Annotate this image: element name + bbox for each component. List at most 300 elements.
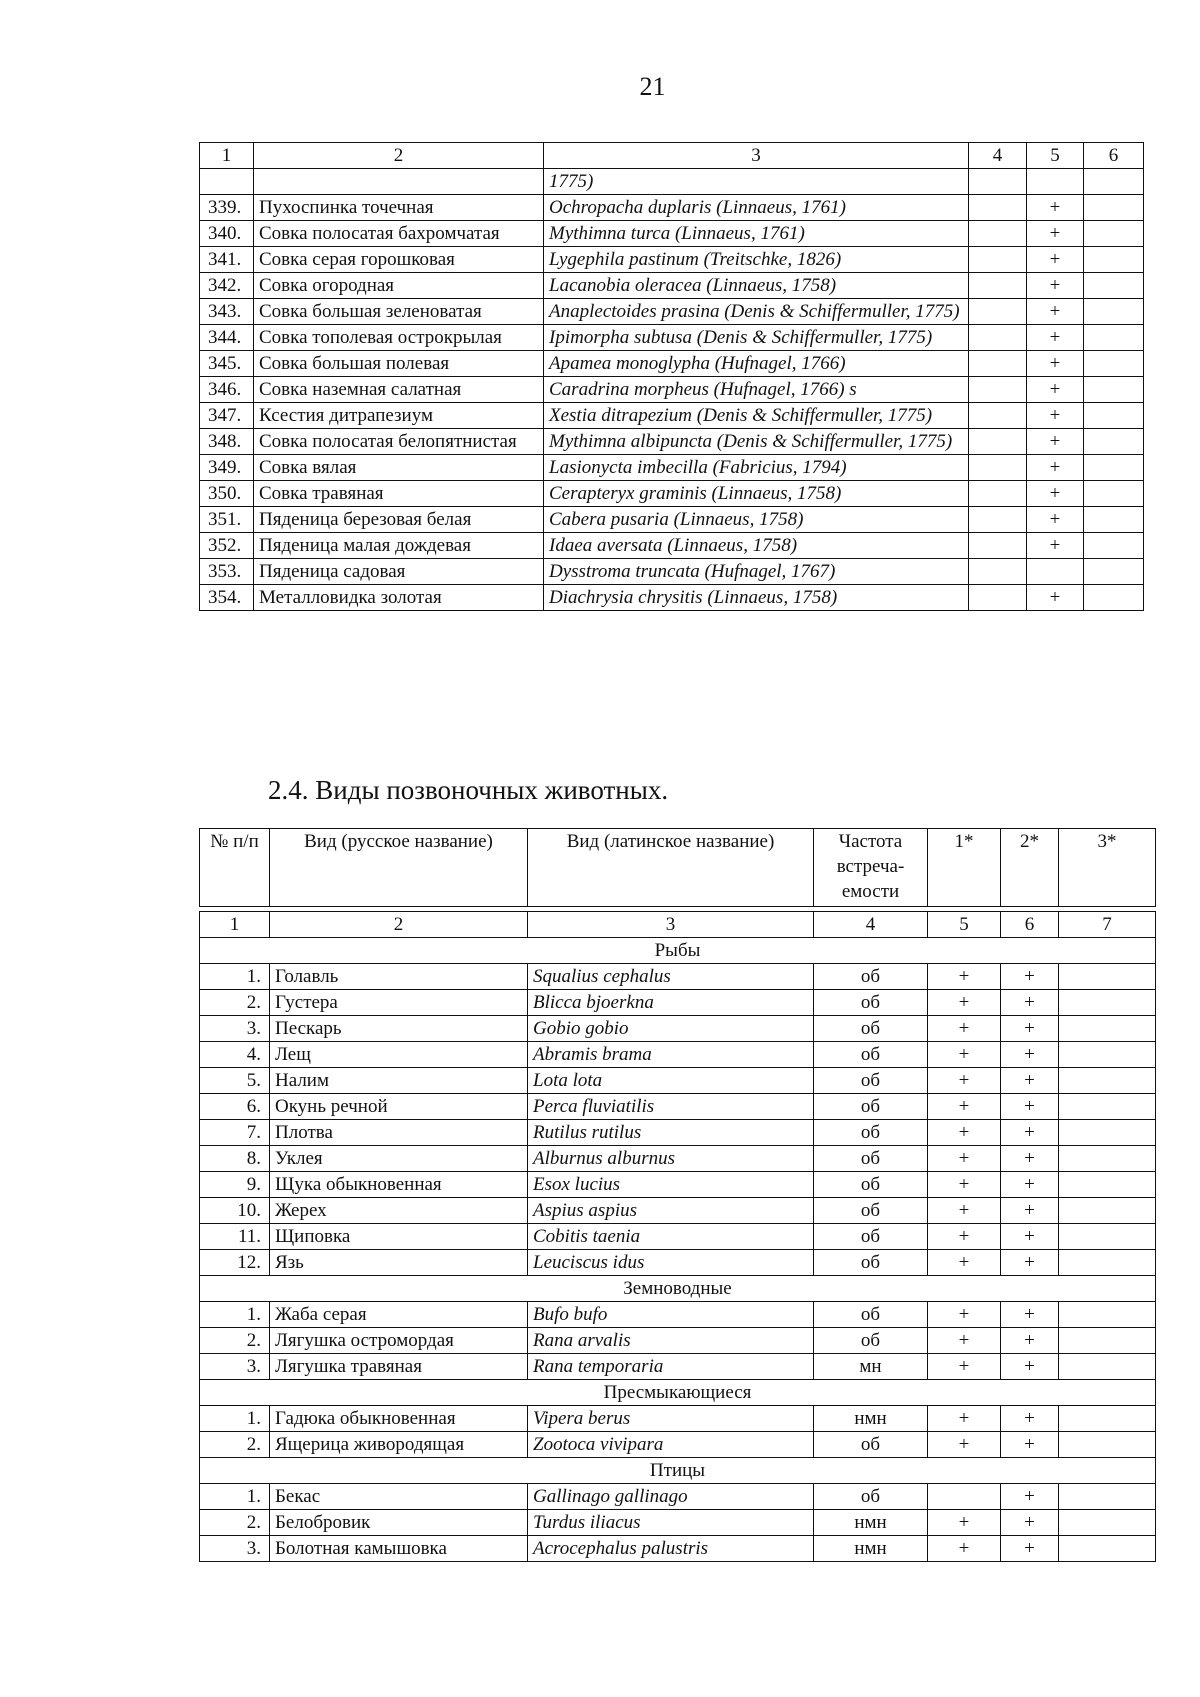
col-1-mark [928,1484,1001,1510]
col-2-mark: + [1001,1510,1059,1536]
col-1-mark: + [928,1250,1001,1276]
group-title: Пресмыкающиеся [200,1380,1156,1406]
frequency: об [814,1068,928,1094]
row-number: 6. [200,1094,270,1120]
col-4-mark [969,403,1027,429]
group-title: Птицы [200,1458,1156,1484]
col-4-mark [969,559,1027,585]
column-number: 1 [200,912,270,938]
col-2-mark: + [1001,1120,1059,1146]
latin-name: Turdus iliacus [528,1510,814,1536]
col-1-mark: + [928,1510,1001,1536]
col-1-mark: + [928,990,1001,1016]
table-row [200,1432,1156,1458]
table-row [200,195,1144,221]
row-number: 7. [200,1120,270,1146]
frequency: нмн [814,1406,928,1432]
row-number: 347. [200,403,254,429]
table-row [200,533,1144,559]
col-1-mark: + [928,964,1001,990]
column-number: 3 [544,143,969,169]
col-2-mark: + [1001,1328,1059,1354]
row-number: 1. [200,1302,270,1328]
latin-name: Cerapteryx graminis (Linnaeus, 1758) [544,481,969,507]
col-5-mark: + [1027,325,1084,351]
col-6-mark [1084,403,1144,429]
col-3-mark [1059,990,1156,1016]
table-row [200,429,1144,455]
col-3-mark [1059,964,1156,990]
col-4-mark [969,585,1027,611]
row-number: 2. [200,1510,270,1536]
col-4-mark [969,351,1027,377]
frequency: мн [814,1354,928,1380]
col-6-mark [1084,377,1144,403]
table-row [200,1302,1156,1328]
group-header-row [200,1380,1156,1406]
col-5-mark: + [1027,351,1084,377]
russian-name: Совка тополевая острокрылая [254,325,544,351]
col-1-mark: + [928,1406,1001,1432]
vertebrates-table-body [200,829,1156,1562]
latin-name: Lygephila pastinum (Treitschke, 1826) [544,247,969,273]
table-row [200,325,1144,351]
table-row [200,221,1144,247]
russian-name: Окунь речной [270,1094,528,1120]
table-row [200,1250,1156,1276]
row-number: 2. [200,1432,270,1458]
frequency: об [814,1250,928,1276]
russian-name: Металловидка золотая [254,585,544,611]
header-latin-name: Вид (латинское название) [528,829,814,907]
col-3-mark [1059,1172,1156,1198]
col-3-mark [1059,1120,1156,1146]
russian-name: Совка серая горошковая [254,247,544,273]
table-row [200,377,1144,403]
col-5-mark: + [1027,299,1084,325]
latin-name: Lacanobia oleracea (Linnaeus, 1758) [544,273,969,299]
table-row [200,1328,1156,1354]
row-number: 348. [200,429,254,455]
table-row [200,1198,1156,1224]
col-4-mark [969,481,1027,507]
group-header-row [200,1276,1156,1302]
table-row [200,1016,1156,1042]
col-6-mark [1084,585,1144,611]
col-5-mark: + [1027,195,1084,221]
col-3-mark [1059,1250,1156,1276]
row-number: 354. [200,585,254,611]
col-2-mark: + [1001,964,1059,990]
col-3-mark [1059,1146,1156,1172]
latin-name: Idaea aversata (Linnaeus, 1758) [544,533,969,559]
frequency: об [814,1120,928,1146]
frequency: об [814,1042,928,1068]
frequency: об [814,1224,928,1250]
frequency: нмн [814,1510,928,1536]
col-4-mark [969,299,1027,325]
column-number: 1 [200,143,254,169]
col-1-mark: + [928,1094,1001,1120]
row-number: 5. [200,1068,270,1094]
latin-name: Lasionycta imbecilla (Fabricius, 1794) [544,455,969,481]
col-1-mark: + [928,1536,1001,1562]
section-title: 2.4. Виды позвоночных животных. [268,775,669,805]
latin-name: Squalius cephalus [528,964,814,990]
table-row [200,1042,1156,1068]
column-number-row [200,912,1156,938]
frequency: об [814,1302,928,1328]
table-row [200,1068,1156,1094]
latin-name: Vipera berus [528,1406,814,1432]
group-header-row [200,1458,1156,1484]
col-3-mark [1059,1068,1156,1094]
frequency: об [814,1016,928,1042]
latin-name: Lota lota [528,1068,814,1094]
column-number: 5 [928,912,1001,938]
col-1-mark: + [928,1328,1001,1354]
row-number: 342. [200,273,254,299]
header-russian-name: Вид (русское название) [270,829,528,907]
latin-name: 1775) [544,169,969,195]
russian-name: Жаба серая [270,1302,528,1328]
col-4-mark [969,169,1027,195]
col-6-mark [1084,429,1144,455]
col-5-mark: + [1027,533,1084,559]
latin-name: Rutilus rutilus [528,1120,814,1146]
row-number: 4. [200,1042,270,1068]
russian-name: Совка большая зеленоватая [254,299,544,325]
col-3-mark [1059,1094,1156,1120]
col-2-mark: + [1001,1250,1059,1276]
col-4-mark [969,429,1027,455]
row-number: 349. [200,455,254,481]
russian-name [254,169,544,195]
col-5-mark: + [1027,273,1084,299]
row-number: 343. [200,299,254,325]
row-number: 339. [200,195,254,221]
row-number: 2. [200,990,270,1016]
col-6-mark [1084,351,1144,377]
col-1-mark: + [928,1120,1001,1146]
col-6-mark [1084,507,1144,533]
col-5-mark [1027,559,1084,585]
table-row [200,559,1144,585]
col-5-mark: + [1027,585,1084,611]
col-6-mark [1084,325,1144,351]
col-5-mark: + [1027,403,1084,429]
latin-name: Bufo bufo [528,1302,814,1328]
col-4-mark [969,325,1027,351]
latin-name: Blicca bjoerkna [528,990,814,1016]
col-1-mark: + [928,1068,1001,1094]
row-number: 11. [200,1224,270,1250]
russian-name: Бекас [270,1484,528,1510]
column-number: 2 [254,143,544,169]
col-6-mark [1084,299,1144,325]
col-1-mark: + [928,1016,1001,1042]
latin-name: Acrocephalus palustris [528,1536,814,1562]
col-5-mark [1027,169,1084,195]
col-1-mark: + [928,1198,1001,1224]
latin-name: Zootoca vivipara [528,1432,814,1458]
group-title: Рыбы [200,938,1156,964]
table-row [200,455,1144,481]
latin-name: Mythimna turca (Linnaeus, 1761) [544,221,969,247]
col-4-mark [969,247,1027,273]
table-row [200,299,1144,325]
column-number: 4 [814,912,928,938]
col-6-mark [1084,221,1144,247]
col-2-mark: + [1001,1016,1059,1042]
row-number: 1. [200,964,270,990]
row-number: 341. [200,247,254,273]
frequency: об [814,1094,928,1120]
table-row [200,1120,1156,1146]
row-number: 3. [200,1016,270,1042]
group-title: Земноводные [200,1276,1156,1302]
col-4-mark [969,533,1027,559]
table-row [200,273,1144,299]
latin-name: Gallinago gallinago [528,1484,814,1510]
col-5-mark: + [1027,247,1084,273]
russian-name: Щука обыкновенная [270,1172,528,1198]
col-2-mark: + [1001,990,1059,1016]
col-2-mark: + [1001,1536,1059,1562]
col-5-mark: + [1027,221,1084,247]
col-5-mark: + [1027,507,1084,533]
col-1-mark: + [928,1432,1001,1458]
latin-name: Alburnus alburnus [528,1146,814,1172]
frequency: об [814,1172,928,1198]
col-5-mark: + [1027,377,1084,403]
russian-name: Жерех [270,1198,528,1224]
col-2-mark: + [1001,1484,1059,1510]
russian-name: Пяденица малая дождевая [254,533,544,559]
russian-name: Щиповка [270,1224,528,1250]
column-number: 3 [528,912,814,938]
col-4-mark [969,507,1027,533]
latin-name: Dysstroma truncata (Hufnagel, 1767) [544,559,969,585]
col-4-mark [969,195,1027,221]
row-number: 351. [200,507,254,533]
col-6-mark [1084,455,1144,481]
row-number: 350. [200,481,254,507]
col-2-mark: + [1001,1432,1059,1458]
latin-name: Aspius aspius [528,1198,814,1224]
col-2-mark: + [1001,1406,1059,1432]
latin-name: Xestia ditrapezium (Denis & Schiffermuller, 1775) [544,403,969,429]
russian-name: Ксестия дитрапезиум [254,403,544,429]
col-3-mark [1059,1406,1156,1432]
latin-name: Perca fluviatilis [528,1094,814,1120]
col-1-mark: + [928,1354,1001,1380]
table-row [200,990,1156,1016]
table-row [200,964,1156,990]
latin-name: Apamea monoglypha (Hufnagel, 1766) [544,351,969,377]
russian-name: Густера [270,990,528,1016]
col-6-mark [1084,247,1144,273]
latin-name: Anaplectoides prasina (Denis & Schiffermuller, 1775) [544,299,969,325]
russian-name: Уклея [270,1146,528,1172]
table-row [200,351,1144,377]
col-1-mark: + [928,1224,1001,1250]
russian-name: Белобровик [270,1510,528,1536]
russian-name: Болотная камышовка [270,1536,528,1562]
col-3-mark [1059,1536,1156,1562]
russian-name: Гадюка обыкновенная [270,1406,528,1432]
row-number: 345. [200,351,254,377]
vertebrates-table [199,828,1156,1562]
col-1-mark: + [928,1172,1001,1198]
row-number: 353. [200,559,254,585]
col-2-mark: + [1001,1094,1059,1120]
frequency: об [814,964,928,990]
page-number: 21 [639,72,666,101]
row-number: 3. [200,1536,270,1562]
col-6-mark [1084,559,1144,585]
col-4-mark [969,455,1027,481]
col-4-mark [969,221,1027,247]
table-row [200,1146,1156,1172]
latin-name: Ipimorpha subtusa (Denis & Schiffermuller, 1775) [544,325,969,351]
russian-name: Налим [270,1068,528,1094]
column-number: 4 [969,143,1027,169]
table-row [200,507,1144,533]
col-1-mark: + [928,1146,1001,1172]
russian-name: Совка полосатая белопятнистая [254,429,544,455]
latin-name: Cabera pusaria (Linnaeus, 1758) [544,507,969,533]
table-row [200,481,1144,507]
russian-name: Совка огородная [254,273,544,299]
row-number [200,169,254,195]
latin-name: Rana arvalis [528,1328,814,1354]
col-6-mark [1084,273,1144,299]
latin-name: Leuciscus idus [528,1250,814,1276]
col-5-mark: + [1027,429,1084,455]
column-number: 6 [1001,912,1059,938]
frequency: об [814,990,928,1016]
row-number: 344. [200,325,254,351]
table-row [200,1094,1156,1120]
frequency: об [814,1484,928,1510]
header-frequency: Частота встреча-емости [814,829,928,907]
russian-name: Язь [270,1250,528,1276]
row-number: 12. [200,1250,270,1276]
table-row [200,403,1144,429]
latin-name: Rana temporaria [528,1354,814,1380]
col-3-mark [1059,1042,1156,1068]
table-row [200,247,1144,273]
col-1-mark: + [928,1042,1001,1068]
frequency: об [814,1198,928,1224]
table-header-row [200,829,1156,907]
row-number: 8. [200,1146,270,1172]
col-6-mark [1084,169,1144,195]
row-number: 1. [200,1484,270,1510]
frequency: об [814,1146,928,1172]
russian-name: Пескарь [270,1016,528,1042]
row-number: 1. [200,1406,270,1432]
table-row [200,1510,1156,1536]
row-number: 346. [200,377,254,403]
column-number: 5 [1027,143,1084,169]
latin-name: Cobitis taenia [528,1224,814,1250]
frequency: об [814,1328,928,1354]
table-row [200,1484,1156,1510]
russian-name: Голавль [270,964,528,990]
table-row [200,585,1144,611]
latin-name: Caradrina morpheus (Hufnagel, 1766) s [544,377,969,403]
header-col-3: 3* [1059,829,1156,907]
col-4-mark [969,377,1027,403]
col-3-mark [1059,1354,1156,1380]
table-row [200,169,1144,195]
col-6-mark [1084,195,1144,221]
table-row [200,1406,1156,1432]
latin-name: Gobio gobio [528,1016,814,1042]
row-number: 9. [200,1172,270,1198]
russian-name: Пяденица садовая [254,559,544,585]
header-col-2: 2* [1001,829,1059,907]
column-number: 6 [1084,143,1144,169]
latin-name: Diachrysia chrysitis (Linnaeus, 1758) [544,585,969,611]
latin-name: Abramis brama [528,1042,814,1068]
col-3-mark [1059,1510,1156,1536]
table-header-row [200,143,1144,169]
col-1-mark: + [928,1302,1001,1328]
group-header-row [200,938,1156,964]
frequency: нмн [814,1536,928,1562]
col-2-mark: + [1001,1198,1059,1224]
col-3-mark [1059,1016,1156,1042]
col-3-mark [1059,1198,1156,1224]
russian-name: Лещ [270,1042,528,1068]
table-row [200,1536,1156,1562]
column-number: 7 [1059,912,1156,938]
col-6-mark [1084,533,1144,559]
russian-name: Совка полосатая бахромчатая [254,221,544,247]
latin-name: Esox lucius [528,1172,814,1198]
row-number: 352. [200,533,254,559]
latin-name: Ochropacha duplaris (Linnaeus, 1761) [544,195,969,221]
row-number: 10. [200,1198,270,1224]
row-number: 340. [200,221,254,247]
row-number: 2. [200,1328,270,1354]
russian-name: Пяденица березовая белая [254,507,544,533]
russian-name: Совка вялая [254,455,544,481]
col-5-mark: + [1027,481,1084,507]
column-number: 2 [270,912,528,938]
table-row [200,1354,1156,1380]
russian-name: Совка наземная салатная [254,377,544,403]
insects-table-continued [199,142,1144,611]
col-3-mark [1059,1484,1156,1510]
latin-name: Mythimna albipuncta (Denis & Schiffermuller, 1775) [544,429,969,455]
col-2-mark: + [1001,1302,1059,1328]
col-6-mark [1084,481,1144,507]
russian-name: Ящерица живородящая [270,1432,528,1458]
col-2-mark: + [1001,1172,1059,1198]
col-3-mark [1059,1224,1156,1250]
table-row [200,1224,1156,1250]
russian-name: Пухоспинка точечная [254,195,544,221]
col-2-mark: + [1001,1146,1059,1172]
table-row [200,1172,1156,1198]
col-4-mark [969,273,1027,299]
header-number: № п/п [200,829,270,907]
insects-table-body [200,143,1144,611]
